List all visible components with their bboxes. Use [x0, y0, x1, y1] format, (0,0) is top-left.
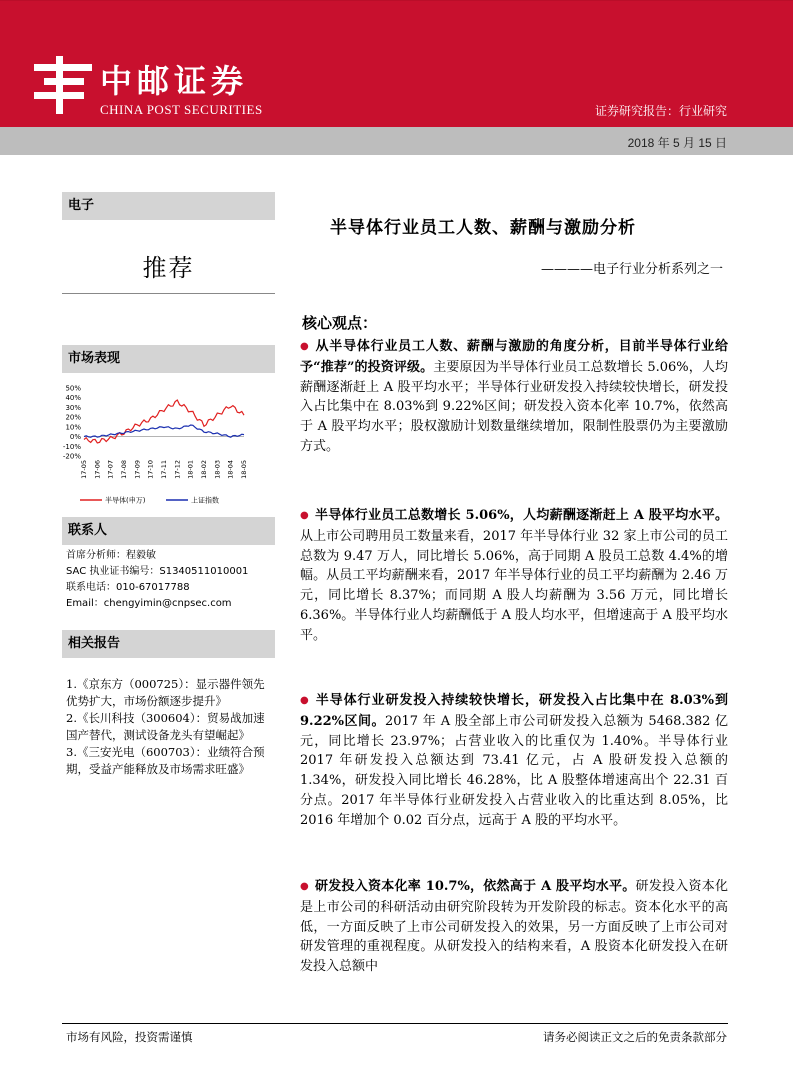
related-report-item[interactable]: 3.《三安光电（600703）：业绩符合预期，受益产能释放及市场需求旺盛》 — [66, 745, 265, 776]
footer-divider — [62, 1023, 728, 1024]
x-tick-label: 18-03 — [213, 460, 222, 479]
contact-title: 联系人 — [68, 523, 108, 538]
bullet-icon: ● — [300, 341, 310, 352]
divider — [62, 293, 275, 294]
viewpoint-paragraph — [300, 337, 728, 457]
legend-label: 上证指数 — [191, 496, 219, 505]
y-tick-label: 40% — [65, 394, 81, 403]
x-tick-label: 17-12 — [173, 460, 182, 479]
market-title: 市场表现 — [68, 351, 121, 366]
email[interactable]: Email：chengyimin@cnpsec.com — [66, 598, 232, 609]
x-tick-label: 17-05 — [80, 460, 88, 479]
y-tick-label: 10% — [65, 423, 81, 432]
bullet-icon: ● — [300, 881, 309, 892]
y-tick-label: 20% — [65, 413, 81, 422]
related-section-header — [62, 630, 275, 658]
bullet-icon: ● — [300, 695, 310, 706]
x-tick-label: 18-02 — [200, 460, 208, 479]
risk-warning: 市场有风险，投资需谨慎 — [66, 1030, 193, 1044]
paragraph-lead: 研发投入资本化率 10.7%，依然高于 A 股平均水平。 — [314, 879, 636, 894]
paragraph-text: 研发投入资本化是上市公司的科研活动由研究阶段转为开发阶段的标志。资本化水平的高低，一方面反映了上市公司研发投入的效果，另一方面反映了上市公司对研发管理的重视程度。从研发投入的结构来看，A 股资本化研发投入在研发投入总额中 — [300, 879, 728, 975]
related-report-item[interactable]: 2.《长川科技（300604）：贸易战加速国产替代，测试设备龙头有望崛起》 — [66, 711, 265, 742]
disclaimer-notice: 请务必阅读正文之后的免责条款部分 — [543, 1030, 727, 1044]
legend-label: 半导体(申万) — [105, 496, 146, 505]
contact-info — [66, 548, 248, 612]
contact-section-header — [62, 517, 275, 545]
bullet-icon: ● — [300, 510, 309, 521]
china-post-logo-icon — [34, 56, 92, 114]
y-tick-label: -20% — [62, 452, 81, 461]
viewpoint-paragraph — [300, 877, 728, 977]
y-tick-label: 0% — [69, 433, 81, 442]
core-viewpoints-heading: 核心观点： — [302, 314, 378, 332]
sac-number: SAC 执业证书编号：S1340511010001 — [66, 566, 249, 577]
x-tick-label: 18-05 — [240, 460, 248, 479]
paragraph-lead: 半导体行业员工总数增长 5.06%，人均薪酬逐渐赶上 A 股平均水平。 — [314, 508, 728, 523]
paragraph-text: 2017 年 A 股全部上市公司研发投入总额为 5468.382 亿元，同比增长 23.97%；占营业收入的比重仅为 1.40%。半导体行业 2017 年研发投入总额达到 73.41 亿元，占 A 股研发投入总额的 1.34%，研发投入同比增长 46.28%，比 A 股整体增速高出个 22.31 百分点。2017 年半导体行业研发投入占营业收入的比重达到 8.05%，比 2016 年增加个 0.02 百分点，远高于 A 股的平均水平。 — [300, 713, 728, 828]
x-tick-label: 17-08 — [120, 460, 128, 479]
paragraph-text: 从上市公司聘用员工数量来看，2017 年半导体行业 32 家上市公司的员工总数为 9.47 万人，同比增长 5.06%，高于同期 A 股员工总数 4.4%的增幅。从员工平均薪酬来看，2017 年半导体行业的员工平均薪酬为 2.46 万元，同比增长 8.37%；而同期 A 股人均薪酬为 3.56 万元，同比增长 6.36%。半导体行业人均薪酬低于 A 股人均水平，但增速高于 A 股平均水平。 — [300, 528, 728, 643]
report-type: 证券研究报告：行业研究 — [594, 104, 727, 118]
x-tick-label: 17-10 — [146, 460, 155, 479]
related-report-item[interactable]: 1.《京东方（000725）：显示器件领先优势扩大，市场份额逐步提升》 — [66, 677, 265, 708]
market-section-header — [62, 345, 275, 373]
y-tick-label: 30% — [65, 403, 81, 412]
series-line — [84, 425, 244, 437]
analyst-name: 首席分析师：程毅敏 — [66, 550, 156, 561]
industry-label: 电子 — [68, 198, 95, 213]
brand-name-en: CHINA POST SECURITIES — [100, 102, 263, 117]
related-reports-list — [66, 676, 273, 778]
x-tick-label: 18-04 — [226, 460, 235, 479]
rating: 推荐 — [142, 254, 195, 282]
brand-name-cn: 中邮证券 — [100, 62, 249, 100]
market-performance-chart — [62, 380, 275, 510]
x-tick-label: 17-09 — [133, 460, 142, 479]
x-tick-label: 17-07 — [106, 460, 115, 479]
x-tick-label: 17-06 — [93, 460, 102, 479]
phone: 联系电话：010-67017788 — [66, 582, 190, 593]
industry-label-bar — [62, 192, 275, 220]
related-title: 相关报告 — [68, 636, 121, 651]
y-tick-label: 50% — [65, 384, 81, 393]
x-tick-label: 18-01 — [186, 460, 195, 479]
x-tick-label: 17-11 — [160, 460, 168, 479]
paragraph-text: 主要原因为半导体行业员工总数增长 5.06%，人均薪酬逐渐赶上 A 股平均水平；半导体行业研发投入持续较快增长，研发投入占比集中在 8.03%到 9.22%区间；研发投入资本化率 10.7%，依然高于 A 股平均水平；股权激励计划数量继续增加，限制性股票仍为主要激励方式。 — [300, 359, 728, 454]
paragraph-lead: 半导体行业研发投入持续较快增长，研发投入占比集中在 8.03%到 9.22%区间。 — [300, 693, 728, 729]
paragraph-lead: 从半导体行业员工人数、薪酬与激励的角度分析，目前半导体行业给予“推荐”的投资评级。 — [300, 339, 728, 375]
report-subtitle: ————电子行业分析系列之一 — [540, 262, 723, 277]
report-date: 2018 年 5 月 15 日 — [627, 136, 727, 150]
viewpoint-paragraph — [300, 506, 728, 646]
y-tick-label: -10% — [62, 442, 81, 451]
viewpoint-paragraph — [300, 691, 728, 831]
report-title: 半导体行业员工人数、薪酬与激励分析 — [330, 218, 636, 238]
